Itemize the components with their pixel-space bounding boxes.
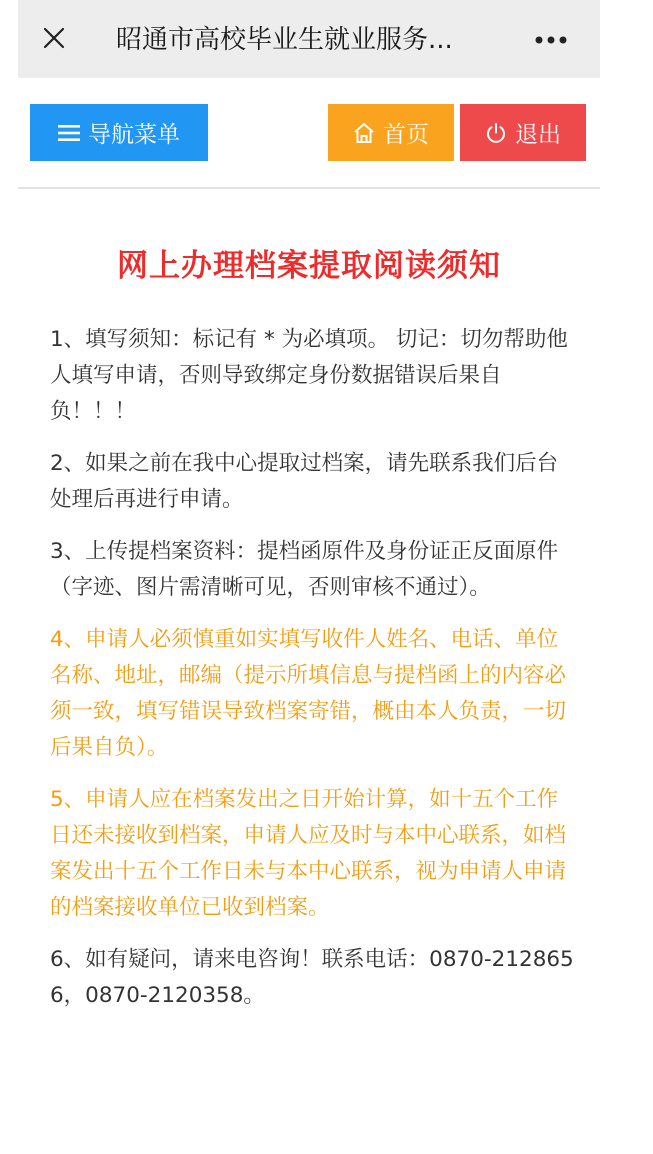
power-icon	[485, 122, 507, 144]
notice-item-4: 4、申请人必须慎重如实填写收件人姓名、电话、单位名称、地址，邮编（提示所填信息与提档函上的内容必须一致，填写错误导致档案寄错，概由本人负责，一切后果自负）。	[50, 627, 567, 760]
home-button[interactable]	[328, 104, 454, 161]
more-button[interactable]	[526, 22, 576, 58]
notice-title: 网上办理档案提取阅读须知	[117, 248, 501, 284]
divider	[18, 187, 600, 189]
close-icon	[42, 26, 66, 50]
home-icon	[353, 122, 375, 144]
notice-item-3: 3、上传提档案资料：提档函原件及身份证正反面原件（字迹、图片需清晰可见，否则审核不通过）。	[50, 539, 559, 600]
exit-button[interactable]	[460, 104, 586, 161]
page-title: 昭通市高校毕业生就业服务...	[116, 25, 453, 55]
notice-item-5: 5、申请人应在档案发出之日开始计算，如十五个工作日还未接收到档案，申请人应及时与本中心联系，如档案发出十五个工作日未与本中心联系，视为申请人申请的档案接收单位已收到档案。	[50, 787, 567, 920]
title-bar	[18, 0, 600, 78]
notice-item-2: 2、如果之前在我中心提取过档案，请先联系我们后台处理后再进行申请。	[50, 451, 559, 512]
page	[18, 0, 600, 1154]
notice-item-1: 1、填写须知：标记有 * 为必填项。 切记：切勿帮助他人填写申请，否则导致绑定身份数据错误后果自负！！！	[50, 327, 568, 424]
notice-list	[50, 322, 575, 1030]
close-button[interactable]	[36, 20, 72, 56]
home-label: 首页	[383, 122, 429, 148]
exit-label: 退出	[515, 122, 561, 148]
menu-icon	[58, 124, 80, 142]
nav-menu-label: 导航菜单	[88, 122, 180, 148]
more-dots-icon	[534, 35, 568, 45]
notice-item-6: 6、如有疑问，请来电咨询！联系电话：0870-2128656，0870-2120358。	[50, 947, 574, 1008]
nav-menu-button[interactable]	[30, 104, 208, 161]
